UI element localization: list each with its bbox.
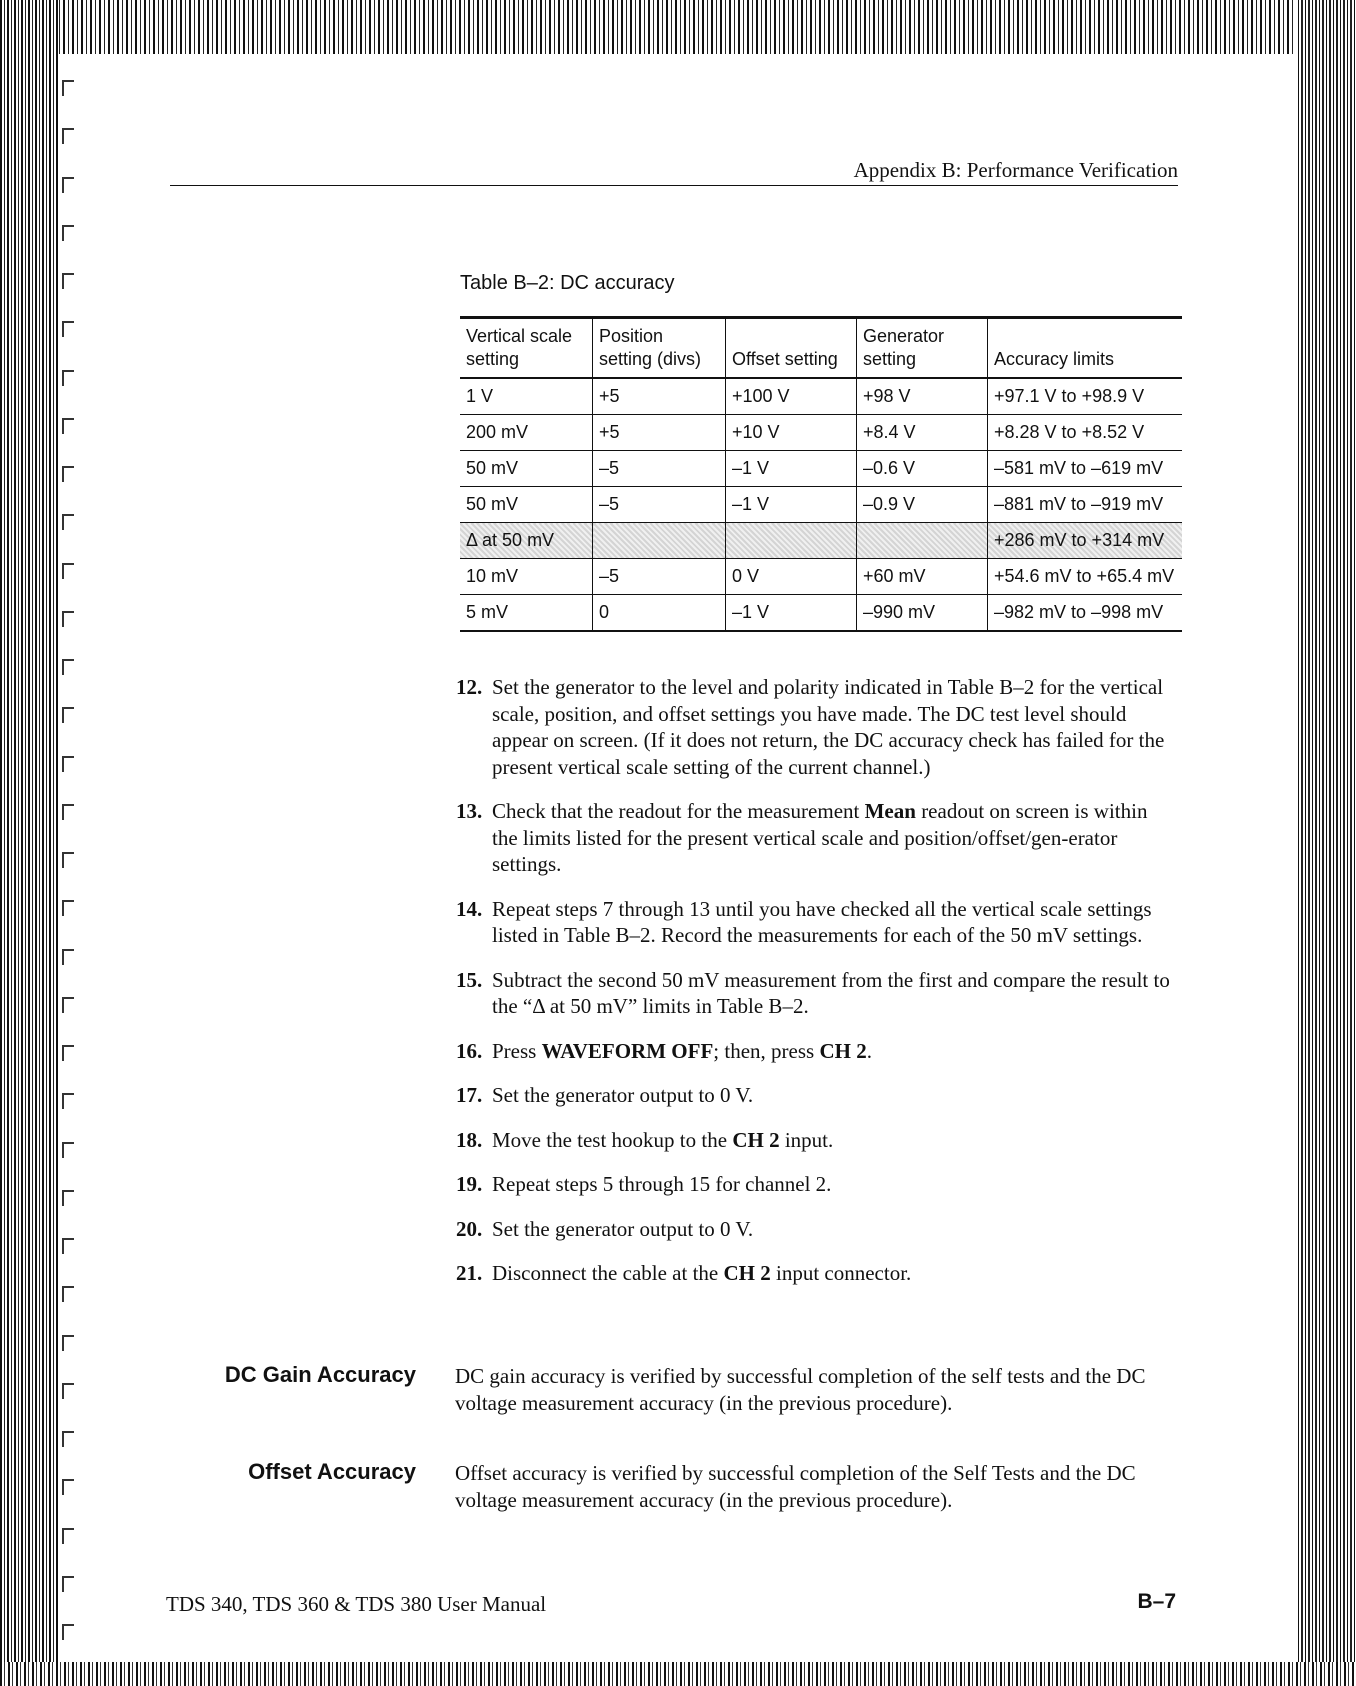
step-text: Press WAVEFORM OFF; then, press CH 2. [492,1038,872,1063]
binding-marks [62,80,76,1640]
cell: +97.1 V to +98.9 V [988,378,1183,415]
cell: –5 [593,451,726,487]
scan-edge-right [1296,0,1356,1686]
step-number: 16. [456,1038,483,1063]
cell: –5 [593,559,726,595]
cell: –1 V [726,487,857,523]
waveform-off-term: WAVEFORM OFF [541,1038,714,1063]
cell: 0 [593,595,726,632]
cell [726,523,857,559]
cell: 1 V [460,378,593,415]
table-row [460,378,1182,415]
cell: –0.9 V [857,487,988,523]
step-text: Set the generator to the level and polarity indicated in Table B–2 for the vertical scale, position, and offset settings you have made. The DC test level should appear on screen. (If it does not return, the DC accuracy check has failed for the present vertical scale setting of the current channel.) [492,675,1165,779]
table-row [460,559,1182,595]
offset-accuracy-text: Offset accuracy is verified by successful completion of the Self Tests and the DC voltage measurement accuracy (in the previous procedure). [455,1461,1136,1512]
step-number: 20. [456,1216,483,1241]
step-13 [456,798,1176,878]
table-row [460,451,1182,487]
cell: 10 mV [460,559,593,595]
table-row [460,487,1182,523]
procedure-steps [456,674,1176,1305]
step-number: 13. [456,799,483,823]
cell: 0 V [726,559,857,595]
cell: Δ at 50 mV [460,523,593,559]
step-number: 14. [456,896,483,921]
step-14 [456,896,1176,949]
step-19 [456,1171,1176,1198]
cell: +8.4 V [857,415,988,451]
running-head: Appendix B: Performance Verification [170,158,1178,186]
cell: 200 mV [460,415,593,451]
cell: +5 [593,415,726,451]
col-offset: Offset setting [726,318,857,379]
dc-gain-accuracy-heading: DC Gain Accuracy [224,1362,416,1387]
footer-manual-title: TDS 340, TDS 360 & TDS 380 User Manual [166,1592,547,1616]
step-text: Repeat steps 5 through 15 for channel 2. [492,1172,832,1196]
step-15 [456,967,1176,1020]
col-vertical-scale: Vertical scale setting [460,318,593,379]
cell: +54.6 mV to +65.4 mV [988,559,1183,595]
dc-gain-accuracy-text: DC gain accuracy is verified by successful completion of the self tests and the DC voltage measurement accuracy (in the previous procedure). [455,1364,1146,1415]
cell: –1 V [726,595,857,632]
step-number: 18. [456,1127,483,1152]
step-number: 19. [456,1172,483,1196]
step-text: Subtract the second 50 mV measurement from the first and compare the result to the “Δ at 50 mV” limits in Table B–2. [492,967,1170,1018]
step-number: 17. [456,1083,483,1107]
step-20 [456,1216,1176,1243]
table-row [460,595,1182,632]
scan-edge-left [0,0,58,1686]
cell: +5 [593,378,726,415]
col-generator: Generator setting [857,318,988,379]
table-row-delta [460,523,1182,559]
table-header-row [460,318,1182,379]
col-position: Position setting (divs) [593,318,726,379]
cell: –982 mV to –998 mV [988,595,1183,632]
step-number: 15. [456,967,483,992]
cell: –881 mV to –919 mV [988,487,1183,523]
step-text: Set the generator output to 0 V. [492,1216,754,1241]
table-title: Table B–2: DC accuracy [460,272,675,294]
cell: –0.6 V [857,451,988,487]
cell: +8.28 V to +8.52 V [988,415,1183,451]
mean-term: Mean [864,799,916,823]
offset-accuracy-heading: Offset Accuracy [248,1459,416,1484]
step-18 [456,1127,1176,1154]
step-text: Check that the readout for the measurement Mean readout on screen is within the limits listed for the present vertical scale and position/offset/gen-erator settings. [492,799,1148,876]
step-21 [456,1260,1176,1287]
cell: +60 mV [857,559,988,595]
cell [593,523,726,559]
step-number: 21. [456,1261,483,1285]
step-text: Repeat steps 7 through 13 until you have checked all the vertical scale settings listed in Table B–2. Record the measurements for each of the 50 mV settings. [492,896,1152,947]
cell: 50 mV [460,451,593,487]
scan-edge-top [0,0,1356,54]
step-number: 12. [456,675,483,699]
scan-edge-bottom [0,1662,1356,1686]
cell [857,523,988,559]
cell: +98 V [857,378,988,415]
step-text: Set the generator output to 0 V. [492,1083,754,1107]
step-text: Move the test hookup to the CH 2 input. [492,1127,834,1152]
cell: +10 V [726,415,857,451]
footer-page-number: B–7 [1137,1590,1176,1613]
step-17 [456,1082,1176,1109]
step-12 [456,674,1176,780]
cell: –990 mV [857,595,988,632]
cell: 5 mV [460,595,593,632]
ch2-term: CH 2 [732,1127,780,1152]
cell: –1 V [726,451,857,487]
step-text: Disconnect the cable at the CH 2 input connector. [492,1261,912,1285]
cell: +100 V [726,378,857,415]
cell: +286 mV to +314 mV [988,523,1183,559]
table-row [460,415,1182,451]
cell: –5 [593,487,726,523]
step-16 [456,1038,1176,1065]
cell: 50 mV [460,487,593,523]
col-accuracy-limits: Accuracy limits [988,318,1183,379]
cell: –581 mV to –619 mV [988,451,1183,487]
ch2-term: CH 2 [819,1038,867,1063]
ch2-term: CH 2 [723,1261,771,1285]
dc-accuracy-table [460,316,1182,632]
